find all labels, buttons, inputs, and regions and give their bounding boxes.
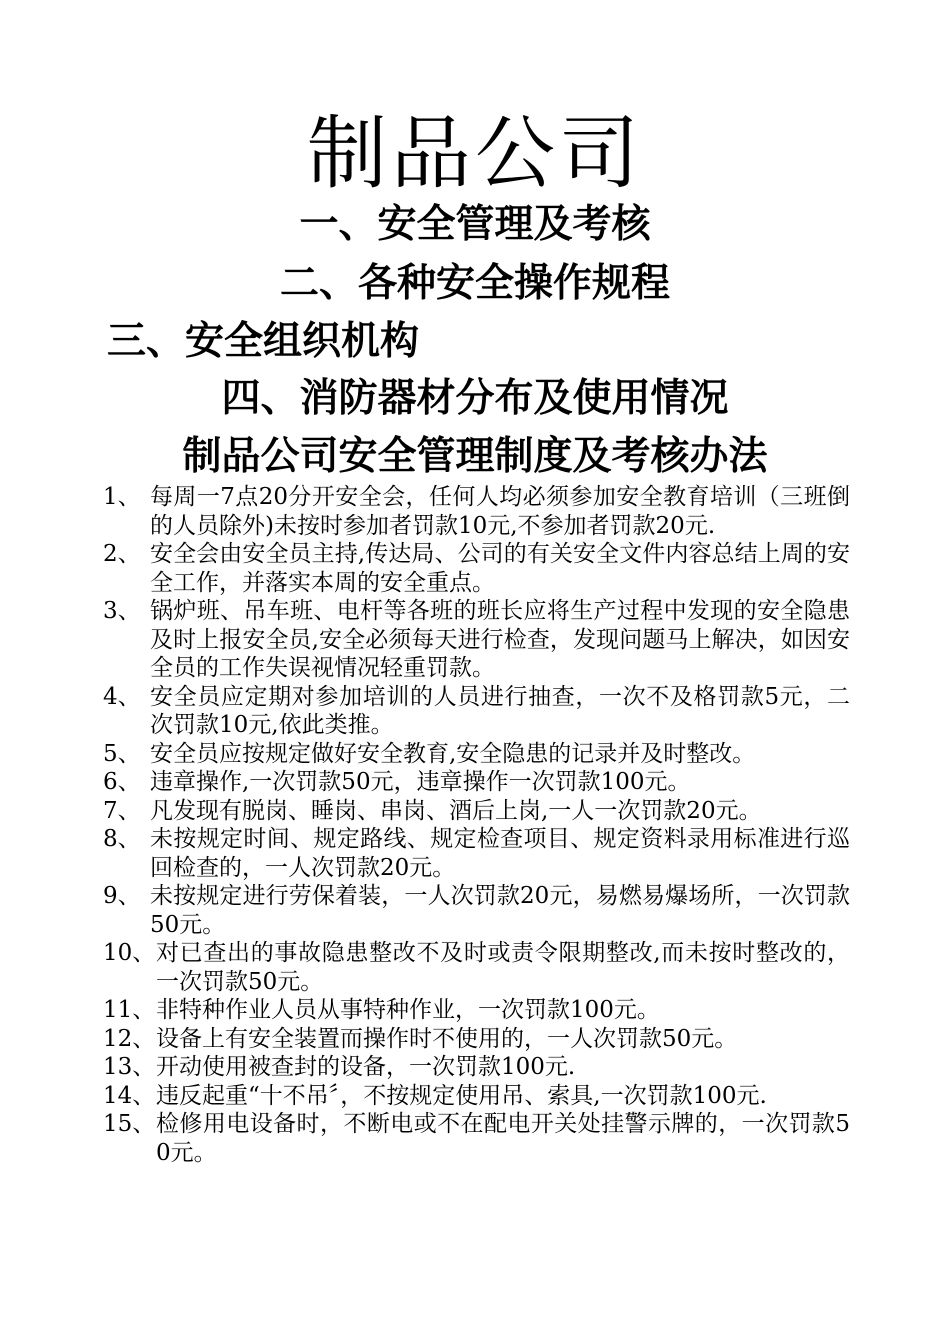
rule-text: 设备上有安全装置而操作时不使用的，一人次罚款50元。 — [156, 1025, 738, 1052]
rule-number: 6、 — [103, 769, 141, 795]
rule-text: 违章操作,一次罚款50元，违章操作一次罚款100元。 — [150, 769, 691, 795]
rule-number: 1、 — [103, 484, 141, 510]
rule-text: 凡发现有脱岗、睡岗、串岗、酒后上岗,一人一次罚款20元。 — [150, 797, 762, 824]
rule-item — [0, 882, 850, 939]
rule-item — [0, 540, 850, 597]
rule-item — [0, 597, 850, 683]
rule-item — [0, 1110, 850, 1167]
rule-number: 8、 — [103, 826, 141, 852]
rule-number: 7、 — [103, 797, 141, 824]
rule-text: 锅炉班、吊车班、电杆等各班的班长应将生产过程中发现的安全隐患及时上报安全员,安全必须每天进行检查，发现问题马上解决，如因安全员的工作失误视情况轻重罚款。 — [150, 598, 850, 681]
section-heading-1: 一、安全管理及考核 — [299, 202, 651, 247]
section-heading-2: 二、各种安全操作规程 — [279, 261, 670, 306]
main-title: 制品公司 — [307, 107, 643, 200]
rule-text: 安全会由安全员主持,传达局、公司的有关安全文件内容总结上周的安全工作，并落实本周的安全重点。 — [150, 541, 850, 596]
rule-text: 安全员应按规定做好安全教育,安全隐患的记录并及时整改。 — [150, 740, 756, 767]
rule-text: 检修用电设备时，不断电或不在配电开关处挂警示牌的，一次罚款50元。 — [156, 1111, 850, 1166]
rule-item — [0, 683, 850, 740]
rule-text: 开动使用被查封的设备，一次罚款100元. — [156, 1054, 576, 1080]
rule-item — [0, 1053, 850, 1082]
rule-number: 3、 — [103, 598, 141, 624]
rule-number: 13、 — [103, 1054, 156, 1080]
rule-item — [0, 1025, 850, 1054]
rule-number: 15、 — [103, 1111, 156, 1137]
rule-text: 违反起重“十不吊〞，不按规定使用吊、索具,一次罚款100元. — [156, 1082, 767, 1109]
rule-number: 10、 — [103, 940, 156, 966]
rule-item — [0, 1082, 850, 1111]
rule-text: 每周一7点20分开安全会，任何人均必须参加安全教育培训（三班倒的人员除外)未按时参加者罚款10元,不参加者罚款20元. — [150, 484, 850, 539]
rule-number: 12、 — [103, 1025, 156, 1052]
rule-item — [0, 797, 850, 826]
rule-text: 非特种作业人员从事特种作业，一次罚款100元。 — [156, 997, 660, 1023]
rule-item — [0, 825, 850, 882]
rule-number: 14、 — [103, 1082, 156, 1109]
rule-item — [0, 768, 850, 797]
rule-text: 未按规定进行劳保着装，一人次罚款20元，易燃易爆场所，一次罚款50元。 — [150, 883, 850, 938]
rule-item — [0, 939, 850, 996]
rule-item — [0, 740, 850, 769]
section-heading-3: 三、安全组织机构 — [107, 319, 420, 364]
document-title: 制品公司安全管理制度及考核办法 — [182, 434, 768, 479]
rule-text: 未按规定时间、规定路线、规定检查项目、规定资料录用标准进行巡回检查的，一人次罚款20元。 — [150, 826, 850, 881]
rule-number: 11、 — [103, 997, 156, 1023]
rule-number: 2、 — [103, 541, 141, 567]
rule-item — [0, 483, 850, 540]
rules-list — [0, 483, 950, 1167]
rule-item — [0, 996, 850, 1025]
rule-number: 9、 — [103, 883, 141, 909]
rule-text: 安全员应定期对参加培训的人员进行抽查，一次不及格罚款5元，二次罚款10元,依此类推。 — [150, 683, 850, 738]
rule-number: 4、 — [103, 683, 141, 710]
rule-number: 5、 — [103, 740, 141, 767]
rule-text: 对已查出的事故隐患整改不及时或责令限期整改,而未按时整改的，一次罚款50元。 — [156, 940, 850, 995]
section-heading-4: 四、消防器材分布及使用情况 — [221, 376, 729, 421]
